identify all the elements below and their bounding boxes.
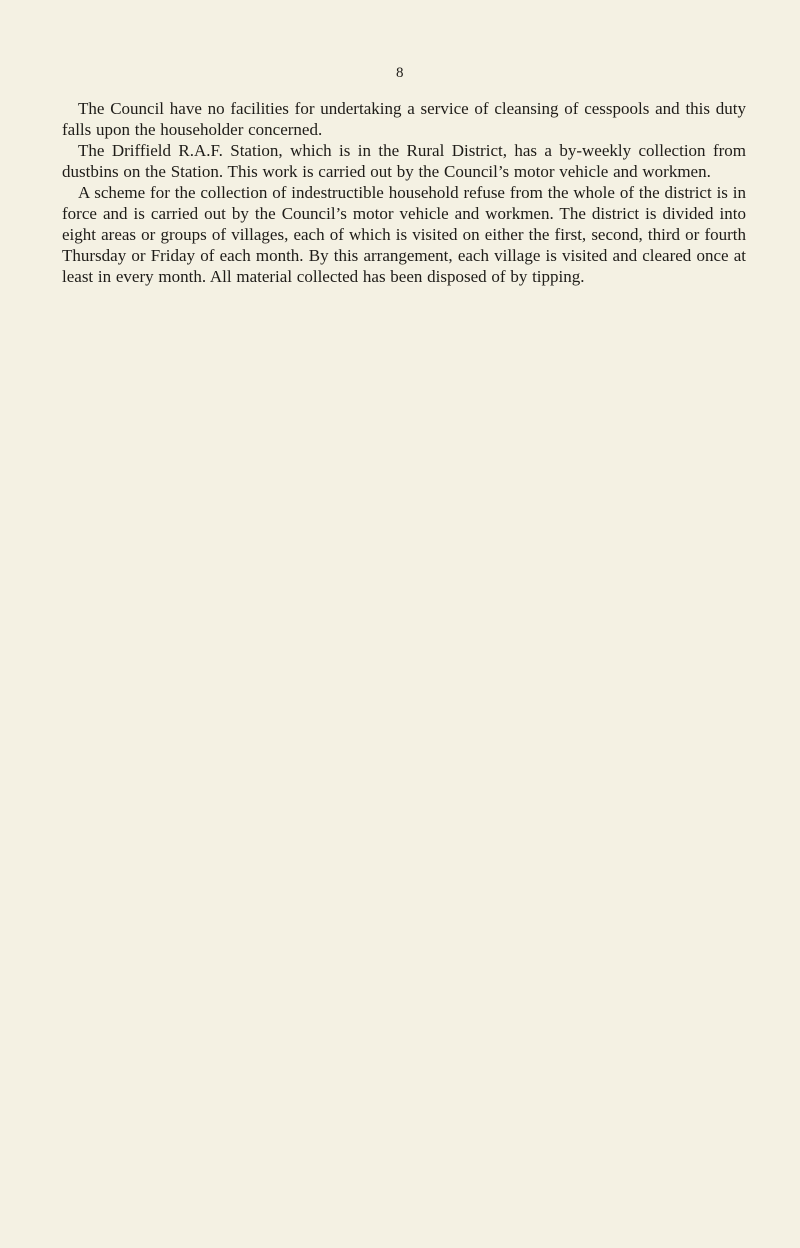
paragraph-cesspools: The Council have no facilities for undertaking a service of cleansing of cesspools and this duty falls upon the householder concerned. <box>62 99 746 139</box>
page-number: 8 <box>396 65 404 81</box>
paragraph-raf-station: The Driffield R.A.F. Station, which is in the Rural District, has a by-weekly collection from dustbins on the Station. This work is carried out by the Council’s motor vehicle and workmen. <box>62 141 746 181</box>
body-text <box>62 98 746 287</box>
paragraph-refuse-scheme: A scheme for the collection of indestructible household refuse from the whole of the district is in force and is carried out by the Council’s motor vehicle and workmen. The district is divided into eight areas or groups of villages, each of which is visited on either the first, second, third or fourth Thursday or Friday of each month. By this arrangement, each village is visited and cleared once at least in every month. All material collected has been disposed of by tipping. <box>62 183 746 286</box>
